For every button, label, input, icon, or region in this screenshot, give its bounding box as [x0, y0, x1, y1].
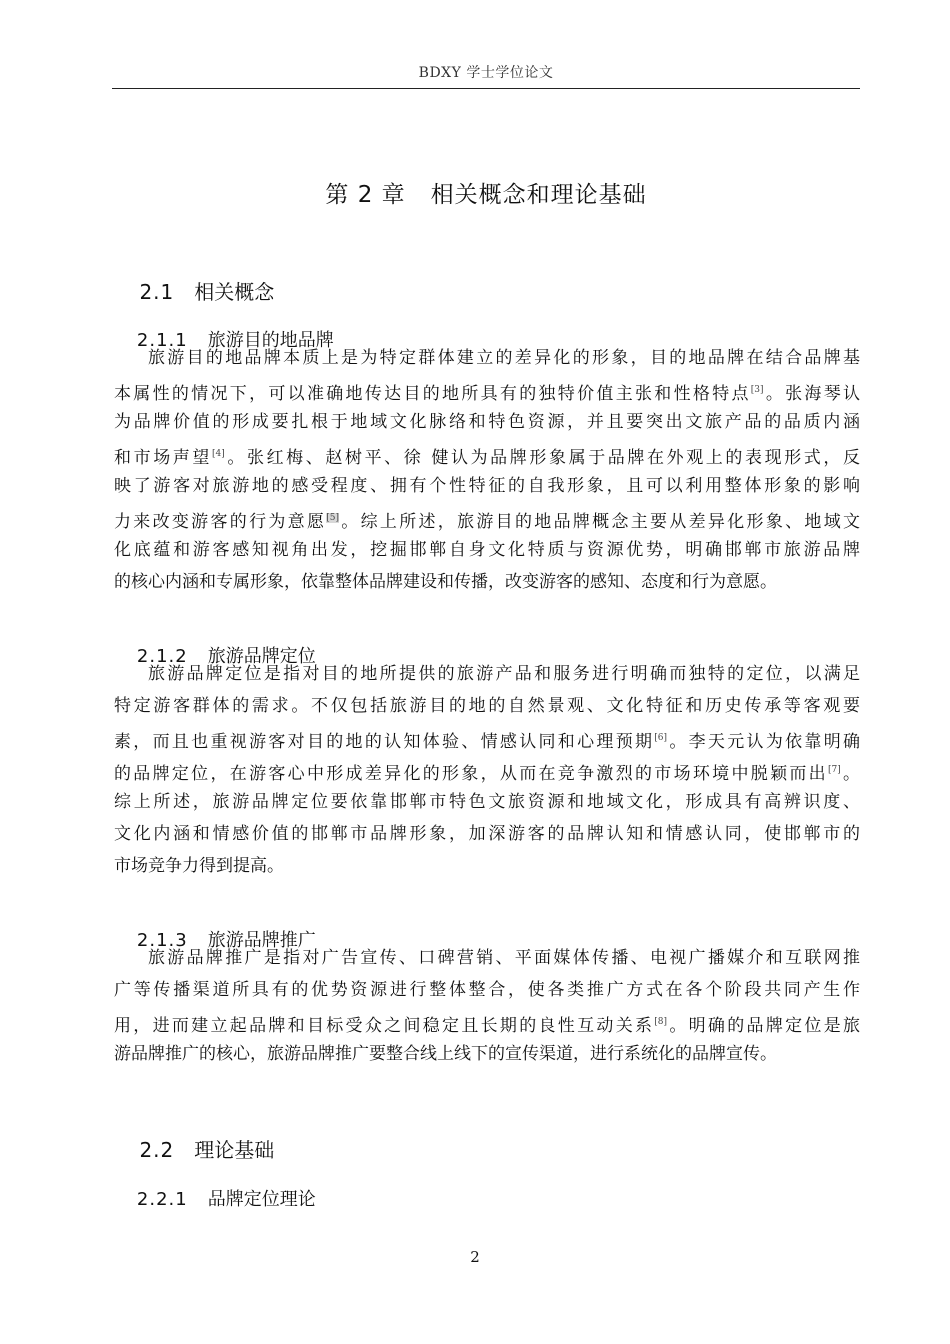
header-divider: [112, 88, 860, 89]
section-number: 2.1: [139, 280, 175, 304]
section-title: 旅游品牌推广: [207, 930, 316, 951]
section-number: 2.1.3: [136, 930, 188, 951]
section-title: 相关概念: [194, 280, 275, 304]
paragraph-line: 本属性的情况下，可以准确地传达目的地所具有的独特价值主张和性格特点[3]。张海琴认: [114, 384, 861, 404]
citation: [3]: [750, 385, 764, 395]
paragraph-line: 化底蕴和游客感知视角出发，挖掘邯郸自身文化特质与资源优势，明确邯郸市旅游品牌: [114, 540, 860, 560]
paragraph-line: 游品牌推广的核心，旅游品牌推广要整合线上线下的宣传渠道，进行系统化的品牌宣传。: [114, 1044, 777, 1064]
paragraph-line: 广等传播渠道所具有的优势资源进行整体整合，使各类推广方式在各个阶段共同产生作: [114, 980, 860, 1000]
chapter-title: 第 2 章 相关概念和理论基础: [325, 182, 647, 208]
citation: [8]: [654, 1017, 668, 1027]
paragraph-line: 用，进而建立起品牌和目标受众之间稳定且长期的良性互动关系[8]。明确的品牌定位是旅: [114, 1016, 861, 1036]
paragraph-line: 为品牌价值的形成要扎根于地域文化脉络和特色资源，并且要突出文旅产品的品质内涵: [114, 412, 860, 432]
section-title: 品牌定位理论: [207, 1189, 316, 1210]
paragraph-line: 映了游客对旅游地的感受程度、拥有个性特征的自我形象，且可以利用整体形象的影响: [114, 476, 860, 496]
section-number: 2.1.1: [136, 330, 188, 351]
section-title: 旅游目的地品牌: [207, 330, 334, 351]
section-heading-2-2-1: [114, 1164, 316, 1232]
paragraph-line: 旅游品牌定位是指对目的地所提供的旅游产品和服务进行明确而独特的定位，以满足: [148, 664, 860, 684]
paragraph-2-1-3: [114, 942, 860, 1070]
paragraph-line: 旅游目的地品牌本质上是为特定群体建立的差异化的形象，目的地品牌在结合品牌基: [148, 348, 860, 368]
section-number: 2.2: [139, 1138, 175, 1162]
paragraph-line: 的品牌定位，在游客心中形成差异化的形象，从而在竞争激烈的市场环境中脱颖而出[7]。: [114, 764, 860, 784]
citation: [5]: [326, 513, 340, 523]
paragraph-line: 综上所述，旅游品牌定位要依靠邯郸市特色文旅资源和地域文化，形成具有高辨识度、: [114, 792, 860, 812]
citation: [4]: [212, 449, 225, 459]
paragraph-line: 和市场声望[4]。张红梅、赵树平、徐 健认为品牌形象属于品牌在外观上的表现形式，反: [114, 448, 861, 468]
section-title: 旅游品牌定位: [207, 646, 316, 667]
paragraph-line: 的核心内涵和专属形象，依靠整体品牌建设和传播，改变游客的感知、态度和行为意愿。: [114, 572, 777, 592]
paragraph-line: 力来改变游客的行为意愿[5]。综上所述，旅游目的地品牌概念主要从差异化形象、地域文: [114, 512, 861, 532]
section-number: 2.2.1: [136, 1189, 188, 1210]
section-number: 2.1.2: [136, 646, 188, 667]
section-title: 理论基础: [194, 1138, 275, 1162]
paragraph-line: 特定游客群体的需求。不仅包括旅游目的地的自然景观、文化特征和历史传承等客观要: [114, 696, 860, 716]
page-number: 2: [470, 1248, 480, 1266]
running-header: BDXY 学士学位论文: [418, 65, 554, 81]
paragraph-line: 市场竞争力得到提高。: [114, 856, 284, 876]
citation: [6]: [654, 733, 668, 743]
paragraph-line: 素，而且也重视游客对目的地的认知体验、情感认同和心理预期[6]。李天元认为依靠明确: [114, 732, 861, 752]
paragraph-2-1-1: [114, 342, 860, 598]
paragraph-line: 旅游品牌推广是指对广告宣传、口碑营销、平面媒体传播、电视广播媒介和互联网推: [148, 948, 860, 968]
paragraph-2-1-2: [114, 658, 860, 882]
paragraph-line: 文化内涵和情感价值的邯郸市品牌形象，加深游客的品牌认知和情感认同，使邯郸市的: [114, 824, 860, 844]
citation: [7]: [827, 765, 841, 775]
